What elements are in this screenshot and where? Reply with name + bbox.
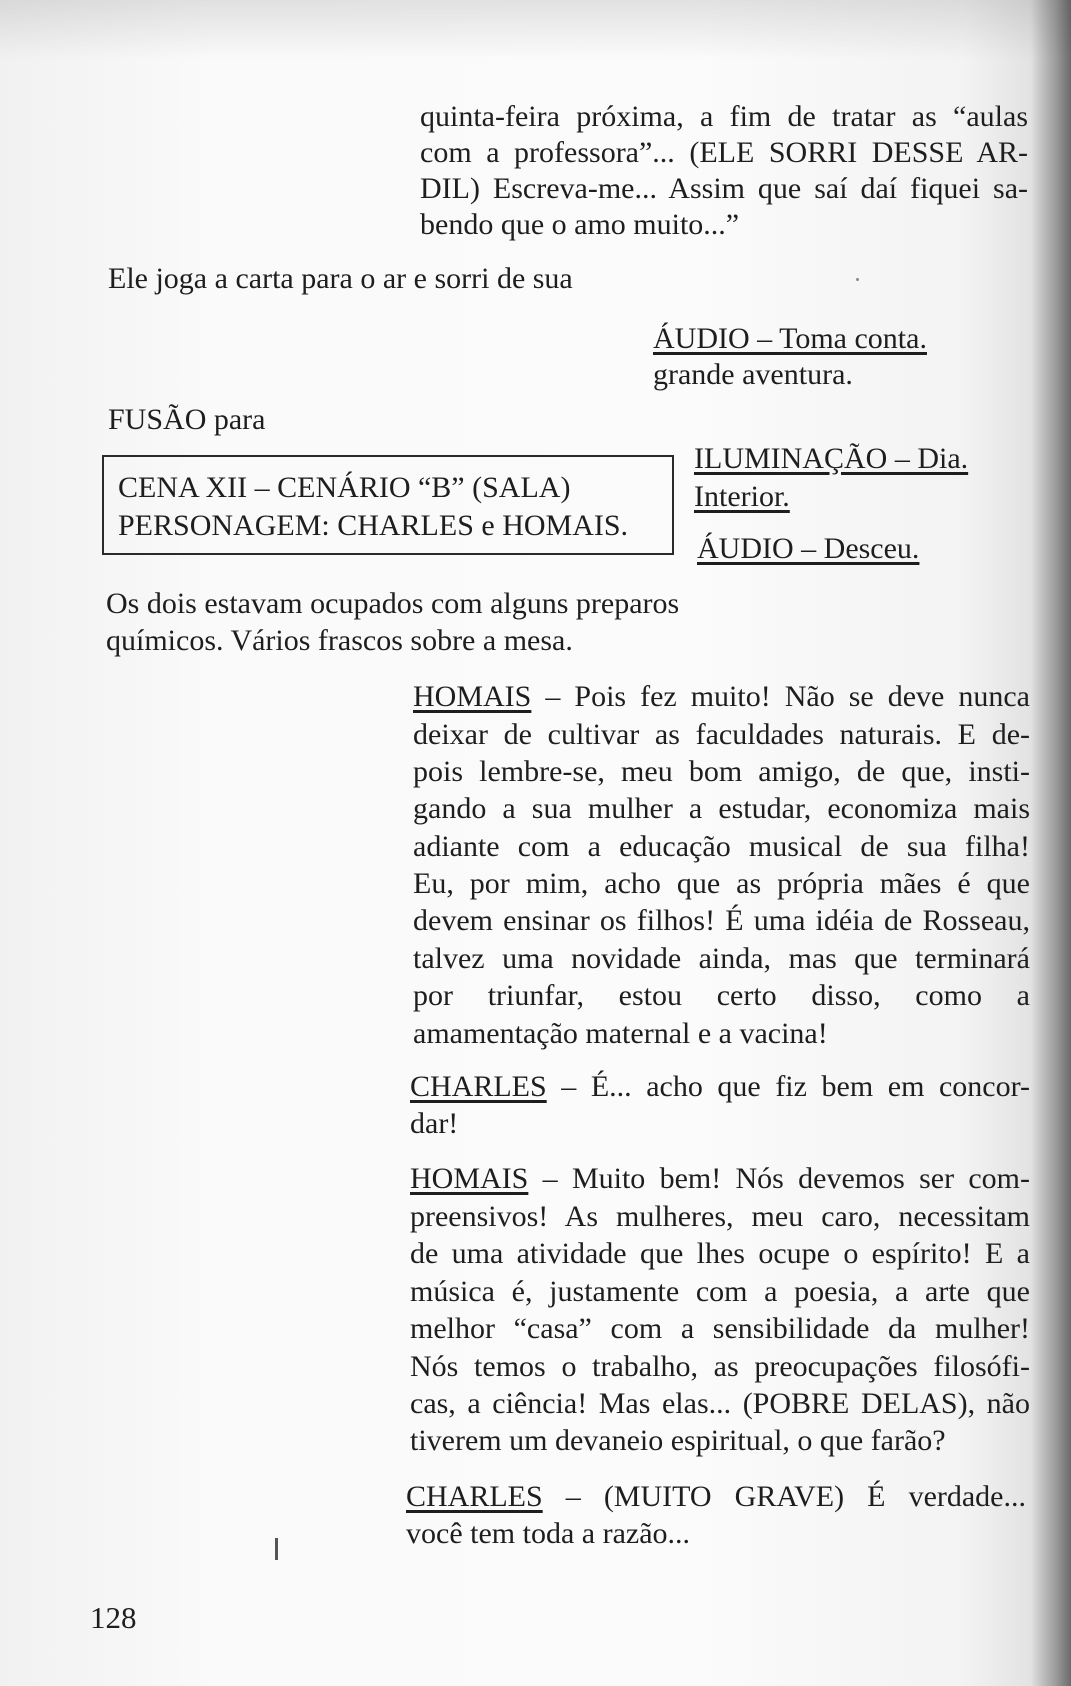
quote-line-1: quinta-feira próxima, a fim de tratar as “aulas [420, 100, 1028, 133]
scene-heading-box [102, 455, 674, 555]
pencil-mark [275, 1538, 278, 1560]
dialogue-3-line-7: cas, a ciência! Mas elas... (POBRE DELAS), não [410, 1387, 1030, 1420]
dialogue-3-line-3: de uma atividade que lhes ocupe o espírito! E a [410, 1237, 1030, 1270]
transition-fusion: FUSÃO para [108, 403, 266, 436]
dialogue-1-line-10: amamentação maternal e a vacina! [413, 1017, 828, 1050]
speaker-charles: CHARLES [406, 1480, 543, 1513]
dialogue-3-line-8: tiverem um devaneio espiritual, o que farão? [410, 1424, 946, 1457]
speaker-homais: HOMAIS [410, 1162, 529, 1195]
dialogue-3-line-5: melhor “casa” com a sensibilidade da mulher! [410, 1312, 1030, 1345]
dialogue-3-line-1: HOMAIS – Muito bem! Nós devemos ser com- [410, 1162, 1030, 1195]
dialogue-1-line-6: Eu, por mim, acho que as própria mães é que [413, 867, 1030, 900]
dialogue-1-line-7: devem ensinar os filhos! É uma idéia de Rosseau, [413, 904, 1030, 937]
audio-cue-1: ÁUDIO – Toma conta. [653, 322, 927, 355]
speaker-homais: HOMAIS [413, 680, 532, 713]
dialogue-4-line-2: você tem toda a razão... [406, 1517, 691, 1550]
lighting-cue: ILUMINAÇÃO – Dia. [694, 442, 969, 475]
dialogue-1-line-1: HOMAIS – Pois fez muito! Não se deve nunca [413, 680, 1030, 713]
dialogue-1-line-4: gando a sua mulher a estudar, economiza mais [413, 792, 1030, 825]
scene-characters: PERSONAGEM: CHARLES e HOMAIS. [118, 509, 629, 542]
dialogue-1-line-9: por triunfar, estou certo disso, como a [413, 979, 1030, 1012]
quote-line-2: com a professora”... (ELE SORRI DESSE AR- [420, 136, 1028, 169]
quote-line-3: DIL) Escreva-me... Assim que saí daí fiquei sa- [420, 172, 1028, 205]
print-speck [856, 278, 859, 281]
stage-direction-2-line-2: químicos. Vários frascos sobre a mesa. [106, 624, 573, 657]
dialogue-2-line-2: dar! [410, 1107, 459, 1140]
lighting-cue-continuation: Interior. [694, 480, 790, 513]
quote-line-4: bendo que o amo muito...” [420, 208, 740, 241]
dialogue-3-line-2: preensivos! As mulheres, meu caro, necessitam [410, 1200, 1030, 1233]
dialogue-1-line-5: adiante com a educação musical de sua filha! [413, 830, 1030, 863]
audio-cue-1-continuation: grande aventura. [653, 358, 853, 391]
dialogue-3-line-6: Nós temos o trabalho, as preocupações filosófi- [410, 1350, 1030, 1383]
dialogue-1-line-8: talvez uma novidade ainda, mas que terminará [413, 942, 1030, 975]
page-number: 128 [90, 1600, 137, 1635]
scene-heading: CENA XII – CENÁRIO “B” (SALA) [118, 471, 571, 504]
dialogue-1-line-3: pois lembre-se, meu bom amigo, de que, insti- [413, 755, 1030, 788]
page-shadow-top [0, 0, 1071, 60]
dialogue-2-line-1: CHARLES – É... acho que fiz bem em concor- [410, 1070, 1030, 1103]
audio-cue-2: ÁUDIO – Desceu. [697, 532, 920, 565]
book-spine-shadow [1031, 0, 1071, 1686]
stage-direction-1: Ele joga a carta para o ar e sorri de sua [108, 262, 573, 295]
speaker-charles: CHARLES [410, 1070, 547, 1103]
dialogue-3-line-4: música é, justamente com a poesia, a arte que [410, 1275, 1030, 1308]
dialogue-1-line-2: deixar de cultivar as faculdades naturais. E de- [413, 718, 1030, 751]
dialogue-4-line-1: CHARLES – (MUITO GRAVE) É verdade... [406, 1480, 1026, 1513]
stage-direction-2-line-1: Os dois estavam ocupados com alguns preparos [106, 587, 680, 620]
